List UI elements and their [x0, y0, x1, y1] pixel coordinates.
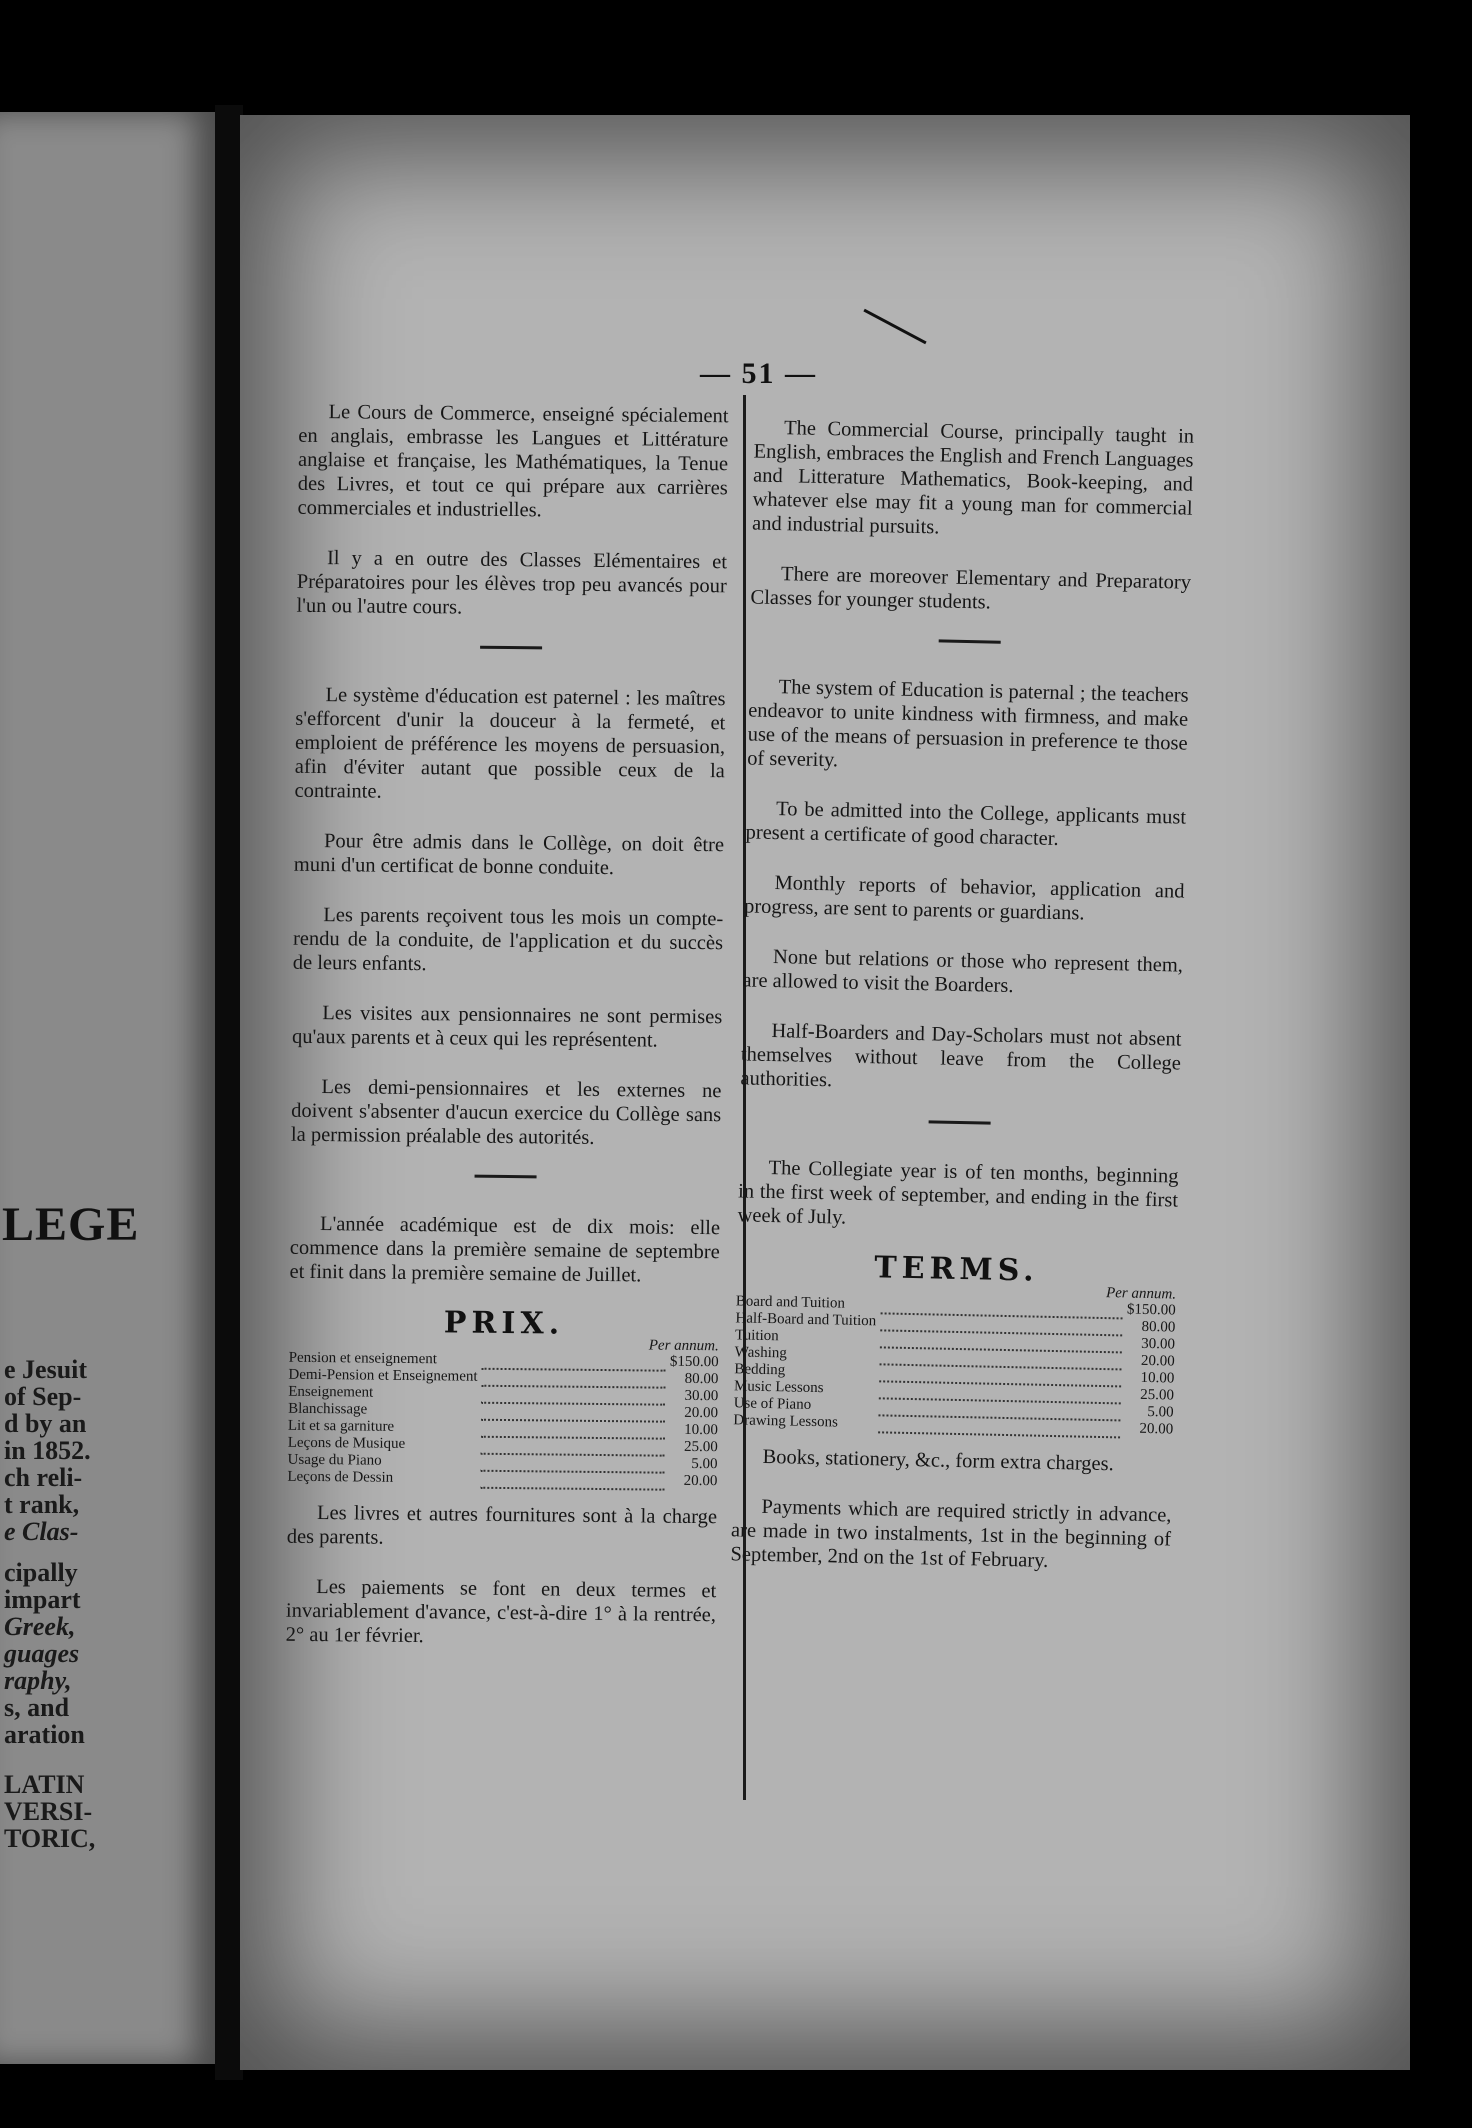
previous-page-fragment: of Sep- — [4, 1382, 82, 1411]
previous-page-fragment: in 1852. — [4, 1436, 91, 1465]
english-column — [730, 416, 1195, 1602]
fee-item: Blanchissage — [288, 1400, 368, 1418]
fee-amount: 20.00 — [683, 1472, 718, 1490]
french-fees-title: PRIX. — [443, 1305, 565, 1342]
fee-item: Usage du Piano — [287, 1451, 382, 1469]
fee-amount: 30.00 — [684, 1387, 719, 1405]
book-gutter — [215, 105, 243, 2080]
french-paragraph-year: L'année académique est de dix mois: elle commence dans la première semaine de septembre et finit dans la première semaine de Juillet. — [289, 1213, 721, 1287]
french-paragraph-supplies: Les livres et autres fournitures sont à la charge des parents. — [286, 1502, 718, 1549]
previous-page-fragment: guages — [4, 1639, 80, 1668]
previous-page-fragment: aration — [4, 1720, 85, 1749]
english-paragraph-commerce: The Commercial Course, principally taught in English, embraces the English and French Languages and Litterature Mathematics, Book-keeping, and whatever else may fit a young man for commercial and industrial pursuits. — [751, 417, 1195, 539]
section-separator — [480, 646, 542, 650]
fee-item: Half-Board and Tuition — [735, 1310, 877, 1330]
french-paragraph-commerce: Le Cours de Commerce, enseigné spécialement en anglais, embrasse les Langues et Littérature anglaise et française, les Mathématiques, la Tenue des Livres, et tout ce qui prépare aux carrières commerciales et industrielles. — [297, 401, 729, 522]
fee-amount: 25.00 — [683, 1438, 718, 1456]
fee-amount: 80.00 — [1141, 1318, 1176, 1336]
previous-page-fragment: impart — [4, 1585, 81, 1614]
fee-item: Demi-Pension et Enseignement — [288, 1366, 478, 1385]
english-paragraph-absence: Half-Boarders and Day-Scholars must not absent themselves without leave from the College authorities. — [740, 1020, 1182, 1092]
english-paragraph-classes: There are moreover Elementary and Preparatory Classes for younger students. — [750, 563, 1192, 614]
french-paragraph-system: Le système d'éducation est paternel : les maîtres s'efforcent d'unir la douceur à la fermeté, et emploient de préférence les moyens de persuasion, afin d'éviter autant que possible ceux de la contrainte. — [294, 684, 726, 803]
fee-item: Board and Tuition — [735, 1293, 846, 1312]
previous-page-fragment: LATIN — [4, 1770, 85, 1799]
french-paragraph-classes: Il y a en outre des Classes Elémentaires et Préparatoires pour les élèves trop peu avancés pour l'un ou l'autre cours. — [296, 547, 728, 619]
page-number: — 51 — — [700, 357, 817, 390]
fee-item: Use of Piano — [733, 1395, 812, 1413]
english-paragraph-extras: Books, stationery, &c., form extra charges. — [762, 1445, 1114, 1476]
fee-amount: 10.00 — [684, 1421, 718, 1439]
fee-item: Lit et sa garniture — [287, 1417, 395, 1435]
section-separator — [939, 639, 1001, 643]
section-separator — [475, 1175, 537, 1179]
previous-page-heading: LEGE — [2, 1198, 140, 1251]
previous-page-fragment: s, and — [4, 1693, 70, 1722]
previous-page-fragment: e Clas- — [4, 1517, 79, 1546]
previous-page-fragment: ch reli- — [4, 1463, 83, 1492]
french-per-annum: Per annum. — [648, 1337, 719, 1355]
fee-amount: 10.00 — [1140, 1369, 1175, 1387]
fee-item: Enseignement — [288, 1383, 374, 1401]
previous-page-fragment: Greek, — [4, 1612, 76, 1641]
fee-item: Washing — [734, 1344, 788, 1362]
table-row — [287, 1469, 717, 1491]
french-paragraph-absence: Les demi-pensionnaires et les externes ne doivent s'absenter d'aucun exercice du Collège sans la permission préalable des autorités. — [290, 1076, 722, 1149]
section-separator — [929, 1120, 991, 1124]
fee-item: Bedding — [734, 1361, 786, 1379]
previous-page-fragment: d by an — [4, 1409, 87, 1438]
english-paragraph-payments: Payments which are required strictly in advance, are made in two instalments, 1st in the beginning of September, 2nd on the 1st of February. — [730, 1495, 1172, 1572]
fee-item: Drawing Lessons — [733, 1412, 839, 1431]
fee-amount: 5.00 — [691, 1455, 718, 1473]
previous-page-fragment: VERSI- — [4, 1797, 93, 1826]
previous-page-fragment: t rank, — [4, 1490, 80, 1519]
previous-page-fragment: TORIC, — [4, 1824, 96, 1853]
fee-amount: 20.00 — [1139, 1420, 1174, 1438]
french-paragraph-reports: Les parents reçoivent tous les mois un compte-rendu de la conduite, de l'application et du succès de leurs enfants. — [292, 904, 724, 976]
french-column — [285, 400, 728, 1677]
previous-page-fragment: cipally — [4, 1558, 78, 1587]
english-paragraph-year: The Collegiate year is of ten months, beginning in the first week of september, and ending in the first week of July. — [737, 1156, 1179, 1229]
fee-item: Leçons de Dessin — [287, 1468, 394, 1486]
fee-amount: 80.00 — [684, 1370, 719, 1388]
previous-page-fragment: e Jesuit — [4, 1355, 88, 1384]
english-paragraph-visits: None but relations or those who represent them, are allowed to visit the Boarders. — [742, 946, 1184, 998]
english-fee-table — [733, 1293, 1176, 1439]
fee-item: Tuition — [734, 1327, 779, 1345]
english-paragraph-reports: Monthly reports of behavior, application and progress, are sent to parents or guardians. — [743, 872, 1185, 925]
english-paragraph-system: The system of Education is paternal ; the teachers endeavor to unite kindness with firmness, and make use of the means of persuasion in preference te those of severity. — [746, 676, 1189, 772]
english-paragraph-admission: To be admitted into the College, applicants must present a certificate of good character. — [745, 798, 1187, 850]
english-per-annum: Per annum. — [1105, 1285, 1177, 1303]
fee-amount: 5.00 — [1147, 1403, 1174, 1421]
french-paragraph-visits: Les visites aux pensionnaires ne sont permises qu'aux parents et à ceux qui les représentent. — [291, 1002, 723, 1052]
previous-page-fragment: raphy, — [4, 1666, 72, 1695]
fee-amount: $150.00 — [1126, 1301, 1176, 1319]
fee-item: Pension et enseignement — [288, 1349, 438, 1368]
fee-amount: 20.00 — [684, 1404, 719, 1422]
fee-item: Music Lessons — [733, 1378, 824, 1397]
fee-amount: 30.00 — [1141, 1335, 1176, 1353]
fee-amount: 20.00 — [1140, 1352, 1175, 1370]
fee-amount: 25.00 — [1140, 1386, 1175, 1404]
english-fees-title: TERMS. — [873, 1250, 1040, 1289]
fee-item: Leçons de Musique — [287, 1434, 406, 1452]
french-paragraph-admission: Pour être admis dans le Collège, on doit être muni d'un certificat de bonne conduite. — [293, 830, 725, 880]
previous-page — [0, 112, 215, 2064]
french-fee-table — [287, 1350, 718, 1491]
french-paragraph-payments: Les paiements se font en deux termes et invariablement d'avance, c'est-à-dire 1° à la rentrée, 2° au 1er février. — [285, 1576, 717, 1648]
fee-amount: $150.00 — [669, 1353, 719, 1371]
